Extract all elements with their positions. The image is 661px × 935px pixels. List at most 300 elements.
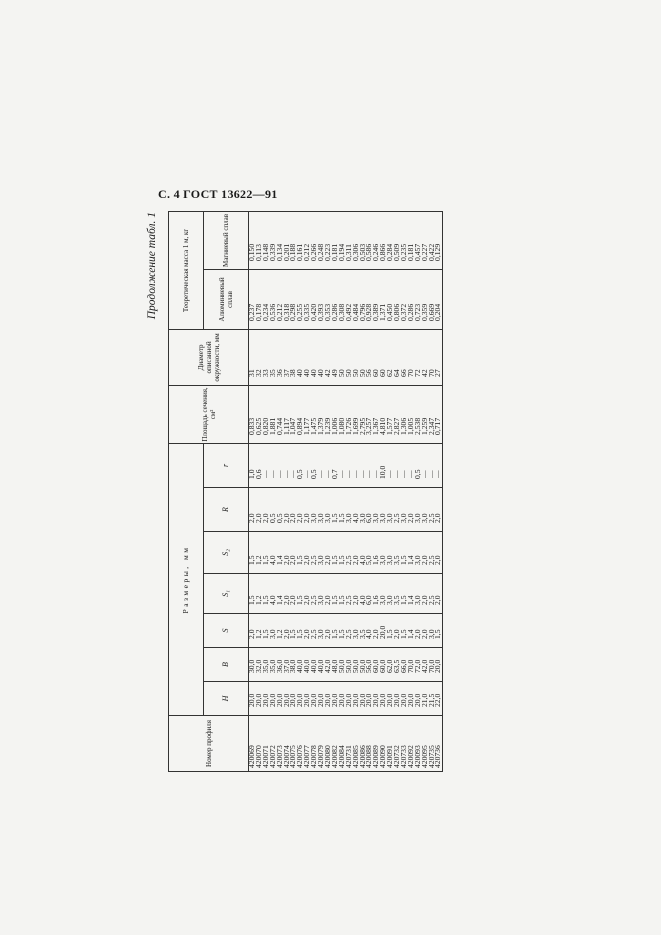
cell-mg: 0,248: [318, 211, 325, 269]
cell-mg: 0,201: [284, 211, 291, 269]
cell-mg: 0,339: [270, 211, 277, 269]
cell-mg: 0,223: [325, 211, 332, 269]
table-row: [366, 211, 373, 771]
cell-R: 4,0: [353, 488, 360, 532]
cell-S: 1,5: [297, 614, 304, 648]
cell-code: 420071: [263, 716, 270, 772]
cell-r: —: [353, 443, 360, 487]
cell-mg: 0,227: [422, 211, 429, 269]
cell-S1: 3,0: [415, 574, 422, 614]
cell-r: —: [318, 443, 325, 487]
cell-S: 3,5: [360, 614, 367, 648]
cell-code: 420084: [339, 716, 346, 772]
cell-mg: 0,586: [366, 211, 373, 269]
cell-r: 0,6: [256, 443, 263, 487]
cell-area: 1,475: [311, 385, 318, 443]
cell-area: 1,699: [353, 385, 360, 443]
cell-S: 2,0: [249, 614, 256, 648]
cell-al: 0,389: [373, 269, 380, 329]
cell-al: 0,178: [256, 269, 263, 329]
col-magnesium: Магниевый сплав: [204, 211, 249, 269]
cell-S1: 1,5: [263, 574, 270, 614]
cell-S1: 2,0: [284, 574, 291, 614]
cell-H: 20,0: [318, 682, 325, 716]
cell-R: 3,0: [311, 488, 318, 532]
cell-R: 3,0: [318, 488, 325, 532]
cell-S1: 2,5: [311, 574, 318, 614]
cell-code: 420080: [325, 716, 332, 772]
cell-al: 0,286: [408, 269, 415, 329]
cell-area: 4,810: [380, 385, 387, 443]
cell-R: 2,0: [304, 488, 311, 532]
cell-S: 2,0: [415, 614, 422, 648]
cell-d: 31: [249, 329, 256, 385]
col-S1: S₁: [204, 574, 249, 614]
cell-S2: 1,5: [332, 532, 339, 574]
cell-B: 35,0: [263, 648, 270, 682]
continuation-caption: Продолжение табл. 1: [146, 212, 158, 320]
cell-al: 0,234: [263, 269, 270, 329]
cell-d: 40: [297, 329, 304, 385]
cell-d: 50: [353, 329, 360, 385]
cell-code: 420089: [373, 716, 380, 772]
cell-B: 63,5: [394, 648, 401, 682]
table-row: [311, 211, 318, 771]
cell-d: 33: [263, 329, 270, 385]
cell-R: 2,0: [435, 488, 442, 532]
cell-S: 1,5: [339, 614, 346, 648]
table-row: [435, 211, 442, 771]
cell-B: 40,0: [311, 648, 318, 682]
cell-H: 20,0: [297, 682, 304, 716]
table-row: [304, 211, 311, 771]
cell-area: 1,306: [401, 385, 408, 443]
cell-B: 40,0: [318, 648, 325, 682]
cell-S1: 2,0: [435, 574, 442, 614]
cell-S1: 2,0: [353, 574, 360, 614]
cell-S1: 3,0: [380, 574, 387, 614]
cell-H: 22,0: [435, 682, 442, 716]
cell-al: 0,536: [270, 269, 277, 329]
cell-r: —: [346, 443, 353, 487]
cell-R: 0,5: [277, 488, 284, 532]
cell-R: 3,0: [346, 488, 353, 532]
cell-S1: 3,5: [394, 574, 401, 614]
cell-S: 1,5: [401, 614, 408, 648]
cell-B: 42,0: [325, 648, 332, 682]
cell-code: 420091: [387, 716, 394, 772]
cell-mg: 0,866: [380, 211, 387, 269]
page-header: С. 4 ГОСТ 13622—91: [158, 187, 278, 201]
cell-S: 1,2: [277, 614, 284, 648]
cell-mg: 0,194: [339, 211, 346, 269]
cell-R: 1,5: [332, 488, 339, 532]
cell-S1: 1,4: [408, 574, 415, 614]
cell-d: 62: [387, 329, 394, 385]
cell-al: 0,353: [325, 269, 332, 329]
cell-area: 1,577: [387, 385, 394, 443]
cell-S1: 2,5: [346, 574, 353, 614]
cell-r: —: [387, 443, 394, 487]
cell-H: 20,0: [270, 682, 277, 716]
cell-B: 35,0: [270, 648, 277, 682]
cell-area: 2,538: [415, 385, 422, 443]
cell-r: —: [290, 443, 297, 487]
cell-al: 0,393: [318, 269, 325, 329]
cell-al: 0,212: [277, 269, 284, 329]
cell-al: 0,492: [346, 269, 353, 329]
cell-area: 1,005: [408, 385, 415, 443]
cell-al: 0,286: [332, 269, 339, 329]
cell-code: 420073: [277, 716, 284, 772]
cell-d: 50: [339, 329, 346, 385]
cell-mg: 0,212: [304, 211, 311, 269]
cell-B: 62,0: [387, 648, 394, 682]
table-row: [277, 211, 284, 771]
cell-r: —: [373, 443, 380, 487]
cell-mg: 0,181: [408, 211, 415, 269]
cell-area: 2,347: [429, 385, 436, 443]
cell-S: 2,0: [394, 614, 401, 648]
cell-S2: 3,0: [380, 532, 387, 574]
cell-mg: 0,503: [360, 211, 367, 269]
cell-al: 0,335: [304, 269, 311, 329]
cell-mg: 0,235: [401, 211, 408, 269]
table-row: [401, 211, 408, 771]
cell-H: 21,5: [429, 682, 436, 716]
cell-S2: 2,0: [422, 532, 429, 574]
cell-H: 20,0: [380, 682, 387, 716]
cell-r: —: [270, 443, 277, 487]
cell-area: 1,177: [304, 385, 311, 443]
cell-R: 2,5: [429, 488, 436, 532]
cell-area: 1,379: [318, 385, 325, 443]
cell-al: 0,669: [429, 269, 436, 329]
cell-area: 1,239: [325, 385, 332, 443]
cell-R: 1,5: [339, 488, 346, 532]
cell-area: 0,820: [263, 385, 270, 443]
cell-B: 37,0: [284, 648, 291, 682]
table-row: [284, 211, 291, 771]
cell-S2: 2,0: [290, 532, 297, 574]
col-R: R: [204, 488, 249, 532]
cell-r: —: [284, 443, 291, 487]
cell-H: 20,0: [284, 682, 291, 716]
cell-area: 0,894: [297, 385, 304, 443]
cell-S1: 1,5: [297, 574, 304, 614]
cell-H: 20,0: [256, 682, 263, 716]
cell-r: —: [408, 443, 415, 487]
cell-r: 1,0: [249, 443, 256, 487]
cell-mg: 0,311: [346, 211, 353, 269]
cell-H: 20,0: [360, 682, 367, 716]
cell-d: 27: [435, 329, 442, 385]
cell-H: 20,0: [339, 682, 346, 716]
cell-al: 1,371: [380, 269, 387, 329]
cell-area: 1,881: [270, 385, 277, 443]
cell-B: 60,0: [380, 648, 387, 682]
cell-r: —: [360, 443, 367, 487]
cell-S2: 2,5: [346, 532, 353, 574]
table-row: [380, 211, 387, 771]
cell-code: 420090: [380, 716, 387, 772]
cell-al: 0,450: [387, 269, 394, 329]
cell-d: 35: [270, 329, 277, 385]
cell-code: 420074: [284, 716, 291, 772]
cell-mg: 0,457: [415, 211, 422, 269]
cell-H: 20,0: [373, 682, 380, 716]
cell-B: 48,0: [332, 648, 339, 682]
table-row: [429, 211, 436, 771]
table-row: [353, 211, 360, 771]
cell-mg: 0,181: [332, 211, 339, 269]
cell-B: 70,0: [429, 648, 436, 682]
cell-r: —: [339, 443, 346, 487]
cell-al: 0,298: [290, 269, 297, 329]
cell-B: 50,0: [353, 648, 360, 682]
cell-d: 42: [325, 329, 332, 385]
cell-d: 66: [401, 329, 408, 385]
table-row: [346, 211, 353, 771]
cell-d: 40: [304, 329, 311, 385]
cell-S1: 2,0: [325, 574, 332, 614]
cell-code: 420085: [353, 716, 360, 772]
table-row: [290, 211, 297, 771]
table-row: [325, 211, 332, 771]
cell-H: 20,0: [394, 682, 401, 716]
cell-r: 0,5: [415, 443, 422, 487]
col-B: B: [204, 648, 249, 682]
cell-r: —: [429, 443, 436, 487]
cell-mg: 0,129: [435, 211, 442, 269]
cell-r: —: [422, 443, 429, 487]
cell-R: 0,5: [270, 488, 277, 532]
cell-d: 37: [284, 329, 291, 385]
cell-al: 0,928: [366, 269, 373, 329]
cell-S: 1,5: [387, 614, 394, 648]
cell-mg: 0,266: [311, 211, 318, 269]
cell-area: 2,827: [394, 385, 401, 443]
cell-S1: 2,5: [429, 574, 436, 614]
cell-R: 3,0: [401, 488, 408, 532]
cell-d: 56: [366, 329, 373, 385]
cell-B: 30,0: [249, 648, 256, 682]
cell-R: 3,0: [373, 488, 380, 532]
cell-mg: 0,188: [290, 211, 297, 269]
table-row: [318, 211, 325, 771]
cell-B: 66,0: [401, 648, 408, 682]
cell-S2: 3,0: [387, 532, 394, 574]
cell-R: 2,0: [249, 488, 256, 532]
cell-S1: 1,5: [401, 574, 408, 614]
cell-r: —: [394, 443, 401, 487]
cell-mg: 0,246: [373, 211, 380, 269]
cell-area: 0,744: [277, 385, 284, 443]
cell-S2: 2,0: [353, 532, 360, 574]
cell-area: 1,047: [290, 385, 297, 443]
col-H: H: [204, 682, 249, 716]
table-row: [387, 211, 394, 771]
cell-code: 420078: [311, 716, 318, 772]
cell-area: 1,080: [339, 385, 346, 443]
cell-S2: 2,5: [429, 532, 436, 574]
cell-R: 2,0: [256, 488, 263, 532]
cell-S2: 2,0: [304, 532, 311, 574]
cell-S1: 3,0: [318, 574, 325, 614]
cell-code: 420075: [290, 716, 297, 772]
table-row: [373, 211, 380, 771]
cell-d: 40: [311, 329, 318, 385]
cell-R: 3,0: [360, 488, 367, 532]
cell-al: 0,723: [415, 269, 422, 329]
table-row: [422, 211, 429, 771]
cell-area: 1,367: [373, 385, 380, 443]
cell-S: 2,5: [346, 614, 353, 648]
table-row: [408, 211, 415, 771]
cell-H: 20,0: [249, 682, 256, 716]
cell-S2: 3,0: [318, 532, 325, 574]
cell-code: 420082: [332, 716, 339, 772]
cell-B: 72,0: [415, 648, 422, 682]
col-profile-no: Номер профиля: [169, 716, 249, 772]
cell-S1: 6,0: [366, 574, 373, 614]
cell-H: 20,0: [346, 682, 353, 716]
cell-S1: 1,5: [249, 574, 256, 614]
cell-d: 60: [380, 329, 387, 385]
cell-B: 50,0: [346, 648, 353, 682]
cell-code: 420086: [360, 716, 367, 772]
cell-r: 10,0: [380, 443, 387, 487]
cell-S2: 1,5: [297, 532, 304, 574]
cell-S1: 1,5: [332, 574, 339, 614]
cell-code: 420092: [408, 716, 415, 772]
cell-area: 1,726: [346, 385, 353, 443]
cell-d: 42: [422, 329, 429, 385]
cell-S: 1,2: [256, 614, 263, 648]
cell-area: 0,833: [249, 385, 256, 443]
cell-H: 20,0: [311, 682, 318, 716]
cell-d: 50: [360, 329, 367, 385]
cell-S: 3,0: [270, 614, 277, 648]
cell-S: 20,0: [380, 614, 387, 648]
table-row: [249, 211, 256, 771]
cell-S1: 1,6: [373, 574, 380, 614]
cell-code: 420079: [318, 716, 325, 772]
cell-H: 20,0: [277, 682, 284, 716]
cell-code: 420070: [256, 716, 263, 772]
cell-S: 2,5: [311, 614, 318, 648]
table-row: [415, 211, 422, 771]
cell-S: 1,5: [332, 614, 339, 648]
table-row: [360, 211, 367, 771]
cell-r: —: [325, 443, 332, 487]
cell-code: 420733: [401, 716, 408, 772]
cell-d: 32: [256, 329, 263, 385]
cell-B: 32,0: [256, 648, 263, 682]
cell-d: 72: [415, 329, 422, 385]
cell-B: 50,0: [339, 648, 346, 682]
cell-r: —: [277, 443, 284, 487]
cell-S2: 2,5: [311, 532, 318, 574]
cell-d: 36: [277, 329, 284, 385]
cell-R: 2,5: [394, 488, 401, 532]
cell-S1: 4,0: [270, 574, 277, 614]
cell-B: 40,0: [297, 648, 304, 682]
col-aluminum: Алюминиевый сплав: [204, 269, 249, 329]
cell-S2: 1,5: [401, 532, 408, 574]
table-row: [256, 211, 263, 771]
cell-S2: 3,0: [415, 532, 422, 574]
cell-R: 3,0: [415, 488, 422, 532]
cell-mg: 0,150: [249, 211, 256, 269]
cell-H: 20,0: [263, 682, 270, 716]
cell-al: 0,806: [394, 269, 401, 329]
col-area: Площадь сечения, см²: [169, 385, 249, 443]
cell-S1: 3,0: [387, 574, 394, 614]
cell-S1: 1,4: [277, 574, 284, 614]
cell-r: 0,5: [311, 443, 318, 487]
cell-B: 70,0: [408, 648, 415, 682]
cell-H: 20,0: [366, 682, 373, 716]
cell-S1: 2,0: [290, 574, 297, 614]
cell-area: 1,117: [284, 385, 291, 443]
cell-S: 3,0: [318, 614, 325, 648]
cell-code: 420088: [366, 716, 373, 772]
cell-H: 21,0: [422, 682, 429, 716]
cell-B: 42,0: [422, 648, 429, 682]
table-row: [394, 211, 401, 771]
cell-r: —: [401, 443, 408, 487]
cell-S: 1,5: [263, 614, 270, 648]
cell-B: 60,0: [373, 648, 380, 682]
cell-code: 420069: [249, 716, 256, 772]
cell-r: —: [366, 443, 373, 487]
cell-area: 0,625: [256, 385, 263, 443]
cell-S: 1,5: [435, 614, 442, 648]
table-row: [332, 211, 339, 771]
cell-H: 20,0: [290, 682, 297, 716]
cell-S1: 2,0: [304, 574, 311, 614]
cell-S2: 4,0: [270, 532, 277, 574]
cell-mg: 0,134: [277, 211, 284, 269]
cell-r: —: [304, 443, 311, 487]
cell-S: 2,0: [284, 614, 291, 648]
cell-d: 60: [373, 329, 380, 385]
cell-d: 64: [394, 329, 401, 385]
cell-S2: 1,4: [408, 532, 415, 574]
cell-area: 1,259: [422, 385, 429, 443]
table-row: [297, 211, 304, 771]
cell-R: 2,0: [297, 488, 304, 532]
cell-al: 0,255: [297, 269, 304, 329]
cell-H: 20,0: [353, 682, 360, 716]
cell-area: 2,795: [360, 385, 367, 443]
cell-S1: 1,2: [256, 574, 263, 614]
cell-B: 50,0: [360, 648, 367, 682]
cell-d: 49: [332, 329, 339, 385]
cell-R: 3,0: [380, 488, 387, 532]
cell-al: 0,420: [311, 269, 318, 329]
col-group-sizes: Размеры, мм: [169, 443, 204, 715]
cell-code: 420077: [304, 716, 311, 772]
cell-S: 4,0: [366, 614, 373, 648]
cell-S: 2,0: [325, 614, 332, 648]
col-group-mass: Теоретическая масса 1 м, кг: [169, 211, 204, 329]
cell-R: 2,0: [290, 488, 297, 532]
cell-R: 6,0: [366, 488, 373, 532]
table-row: [339, 211, 346, 771]
cell-mg: 0,148: [263, 211, 270, 269]
